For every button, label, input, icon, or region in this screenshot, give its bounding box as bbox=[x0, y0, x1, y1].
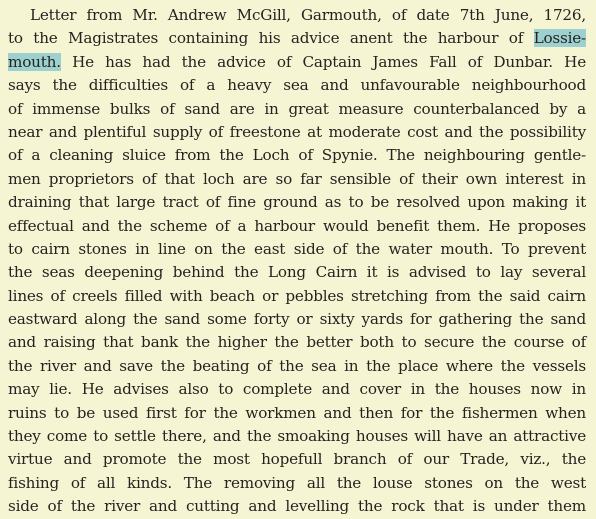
text-line-12: the seas deepening behind the Long Cairn it is advised to lay several bbox=[8, 263, 586, 282]
highlighted-place-name: Lossie- bbox=[533, 29, 586, 48]
text-line-16: the river and save the beating of the sea in the place where the vessels bbox=[8, 356, 586, 375]
text-line-3: mouth. He has had the advice of Captain James Fall of Dunbar. He bbox=[8, 52, 586, 71]
text-line-8: men proprietors of that loch are so far sensible of their own interest in bbox=[8, 169, 586, 188]
text-line-9: draining that large tract of fine ground as to be resolved upon making it bbox=[8, 193, 586, 212]
text-line-18: ruins to be used first for the workmen and then for the fishermen when bbox=[8, 403, 586, 422]
text-line-11: to cairn stones in line on the east side of the water mouth. To prevent bbox=[8, 239, 586, 258]
text-line-13: lines of creels filled with beach or pebbles stretching from the said cairn bbox=[8, 286, 586, 305]
text-line-22: side of the river and cutting and levelling the rock that is under them bbox=[8, 497, 586, 516]
letter-text bbox=[8, 4, 586, 519]
text-line-4: says the difficulties of a heavy sea and unfavourable neighbourhood bbox=[8, 76, 586, 95]
text-line-14: eastward along the sand some forty or sixty yards for gathering the sand bbox=[8, 310, 586, 329]
text-line-19: they come to settle there, and the smoaking houses will have an attractive bbox=[8, 427, 586, 446]
text-line-15: and raising that bank the higher the better both to secure the course of bbox=[8, 333, 586, 352]
text-line-2: to the Magistrates containing his advice anent the harbour of Lossie- bbox=[8, 29, 586, 48]
highlighted-place-name-cont: mouth. bbox=[8, 52, 61, 71]
text-line-1: Letter from Mr. Andrew McGill, Garmouth, of date 7th June, 1726, bbox=[30, 6, 586, 24]
text-line-6: near and plentiful supply of freestone at moderate cost and the possibility bbox=[8, 122, 586, 141]
text-line-17: may lie. He advises also to complete and cover in the houses now in bbox=[8, 380, 586, 399]
text-line-10: effectual and the scheme of a harbour would benefit them. He proposes bbox=[8, 216, 586, 235]
text-line-7: of a cleaning sluice from the Loch of Spynie. The neighbouring gentle- bbox=[8, 146, 586, 165]
text-line-20: virtue and promote the most hopefull branch of our Trade, viz., the bbox=[8, 450, 586, 469]
text-line-21: fishing of all kinds. The removing all the louse stones on the west bbox=[8, 473, 586, 492]
text-line-5: of immense bulks of sand are in great measure counterbalanced by a bbox=[8, 99, 586, 118]
